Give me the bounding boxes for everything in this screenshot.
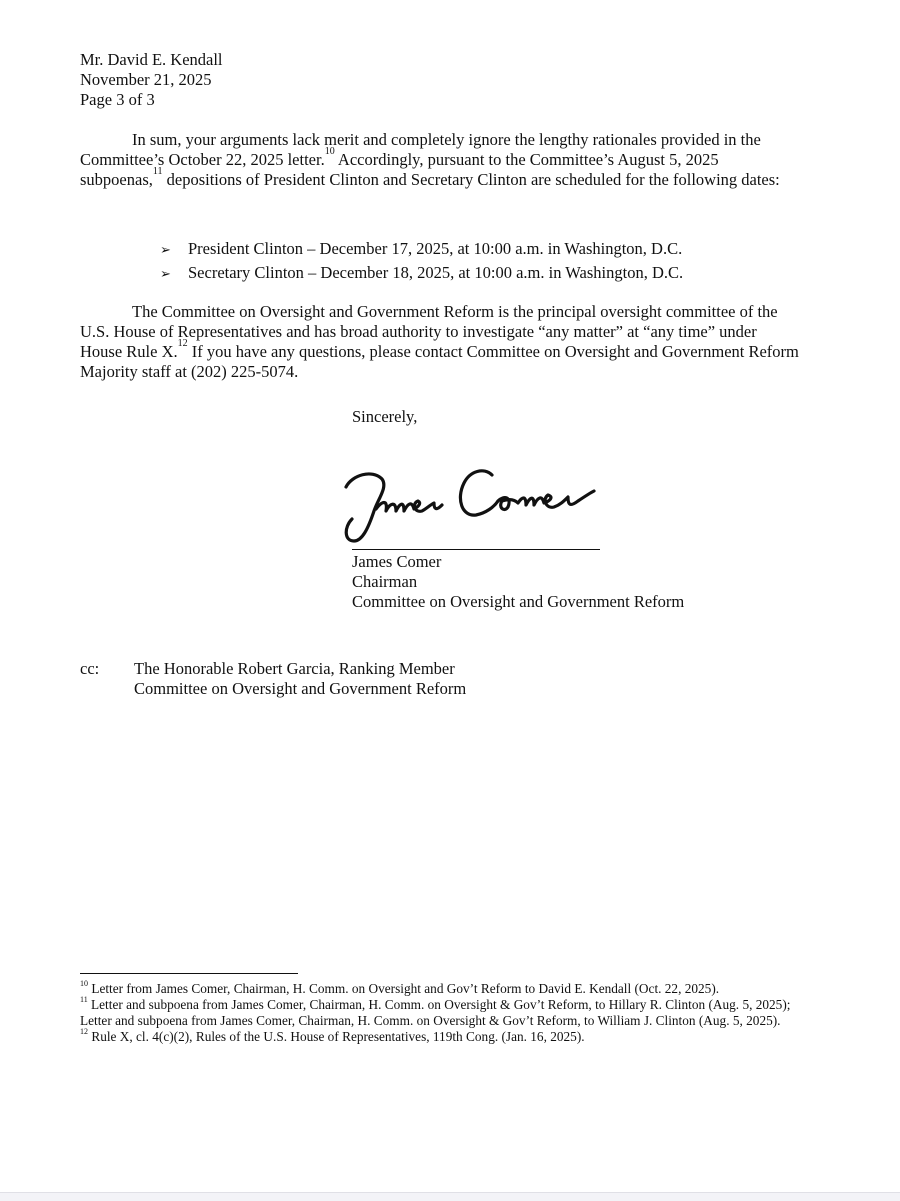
footnote-ref-10[interactable]: 10 — [324, 146, 335, 157]
list-item — [160, 262, 683, 286]
cc-recipients — [134, 659, 466, 699]
arrowhead-bullet-icon: ➢ — [160, 243, 171, 258]
paragraph-summary-text-b: Accordingly, pursuant to the Committee’s August 5, 2025 subpoenas, — [80, 150, 719, 189]
footnotes — [80, 981, 800, 1045]
footnote-ref-12[interactable]: 12 — [177, 338, 188, 349]
footnote-divider — [80, 973, 298, 974]
recipient-name: Mr. David E. Kendall — [80, 50, 223, 69]
list-item-text: President Clinton – December 17, 2025, at 10:00 a.m. in Washington, D.C. — [188, 239, 683, 258]
footnote-11 — [80, 997, 800, 1029]
cc-label: cc: — [80, 659, 100, 678]
signer-title: Chairman — [352, 572, 418, 591]
signer-committee: Committee on Oversight and Government Reform — [352, 592, 685, 611]
deposition-schedule-list — [160, 238, 683, 286]
footnote-text: Rule X, cl. 4(c)(2), Rules of the U.S. House of Representatives, 119th Cong. (Jan. 16, 2025). — [91, 1029, 585, 1044]
footnote-text: Letter from James Comer, Chairman, H. Comm. on Oversight and Gov’t Reform to David E. Kendall (Oct. 22, 2025). — [91, 981, 720, 996]
list-item-text: Secretary Clinton – December 18, 2025, at 10:00 a.m. in Washington, D.C. — [188, 263, 684, 282]
signer-block — [352, 552, 684, 612]
footnote-ref-11[interactable]: 11 — [152, 166, 163, 177]
cc-line-2: Committee on Oversight and Government Reform — [134, 679, 467, 698]
cc-line-1: The Honorable Robert Garcia, Ranking Member — [134, 659, 455, 678]
handwritten-signature — [338, 455, 598, 550]
paragraph-authority-text-b: If you have any questions, please contact Committee on Oversight and Government Reform Majority staff at (202) 225-5074. — [80, 342, 799, 381]
paragraph-authority-text-a: The Committee on Oversight and Government Reform is the principal oversight committee of the U.S. House of Representatives and has broad authority to investigate “any matter” at “any time” under House Rule X. — [80, 302, 778, 361]
letter-date: November 21, 2025 — [80, 70, 212, 89]
signature-line — [352, 549, 600, 550]
signer-name: James Comer — [352, 552, 442, 571]
arrowhead-bullet-icon: ➢ — [160, 267, 171, 282]
paragraph-summary — [80, 130, 800, 190]
list-item — [160, 238, 683, 262]
footnote-text: Letter and subpoena from James Comer, Chairman, H. Comm. on Oversight & Gov’t Reform, to Hillary R. Clinton (Aug. 5, 2025); Letter and subpoena from James Comer, Chairman, H. Comm. on Oversight & Gov’t Reform, to William J. Clinton (Aug. 5, 2025). — [80, 997, 791, 1028]
footnote-10 — [80, 981, 800, 997]
paragraph-summary-text-a: In sum, your arguments lack merit and completely ignore the lengthy rationales provided in the Committee’s October 22, 2025 letter. — [80, 130, 761, 169]
footnote-number: 11 — [80, 995, 88, 1004]
footnote-number: 10 — [80, 979, 88, 988]
letter-header — [80, 50, 223, 110]
footnote-number: 12 — [80, 1027, 88, 1036]
paragraph-summary-text-c: depositions of President Clinton and Secretary Clinton are scheduled for the following dates: — [162, 170, 780, 189]
footnote-12 — [80, 1029, 800, 1045]
paragraph-authority — [80, 302, 800, 382]
closing-salutation: Sincerely, — [352, 407, 418, 426]
page-number: Page 3 of 3 — [80, 90, 155, 109]
